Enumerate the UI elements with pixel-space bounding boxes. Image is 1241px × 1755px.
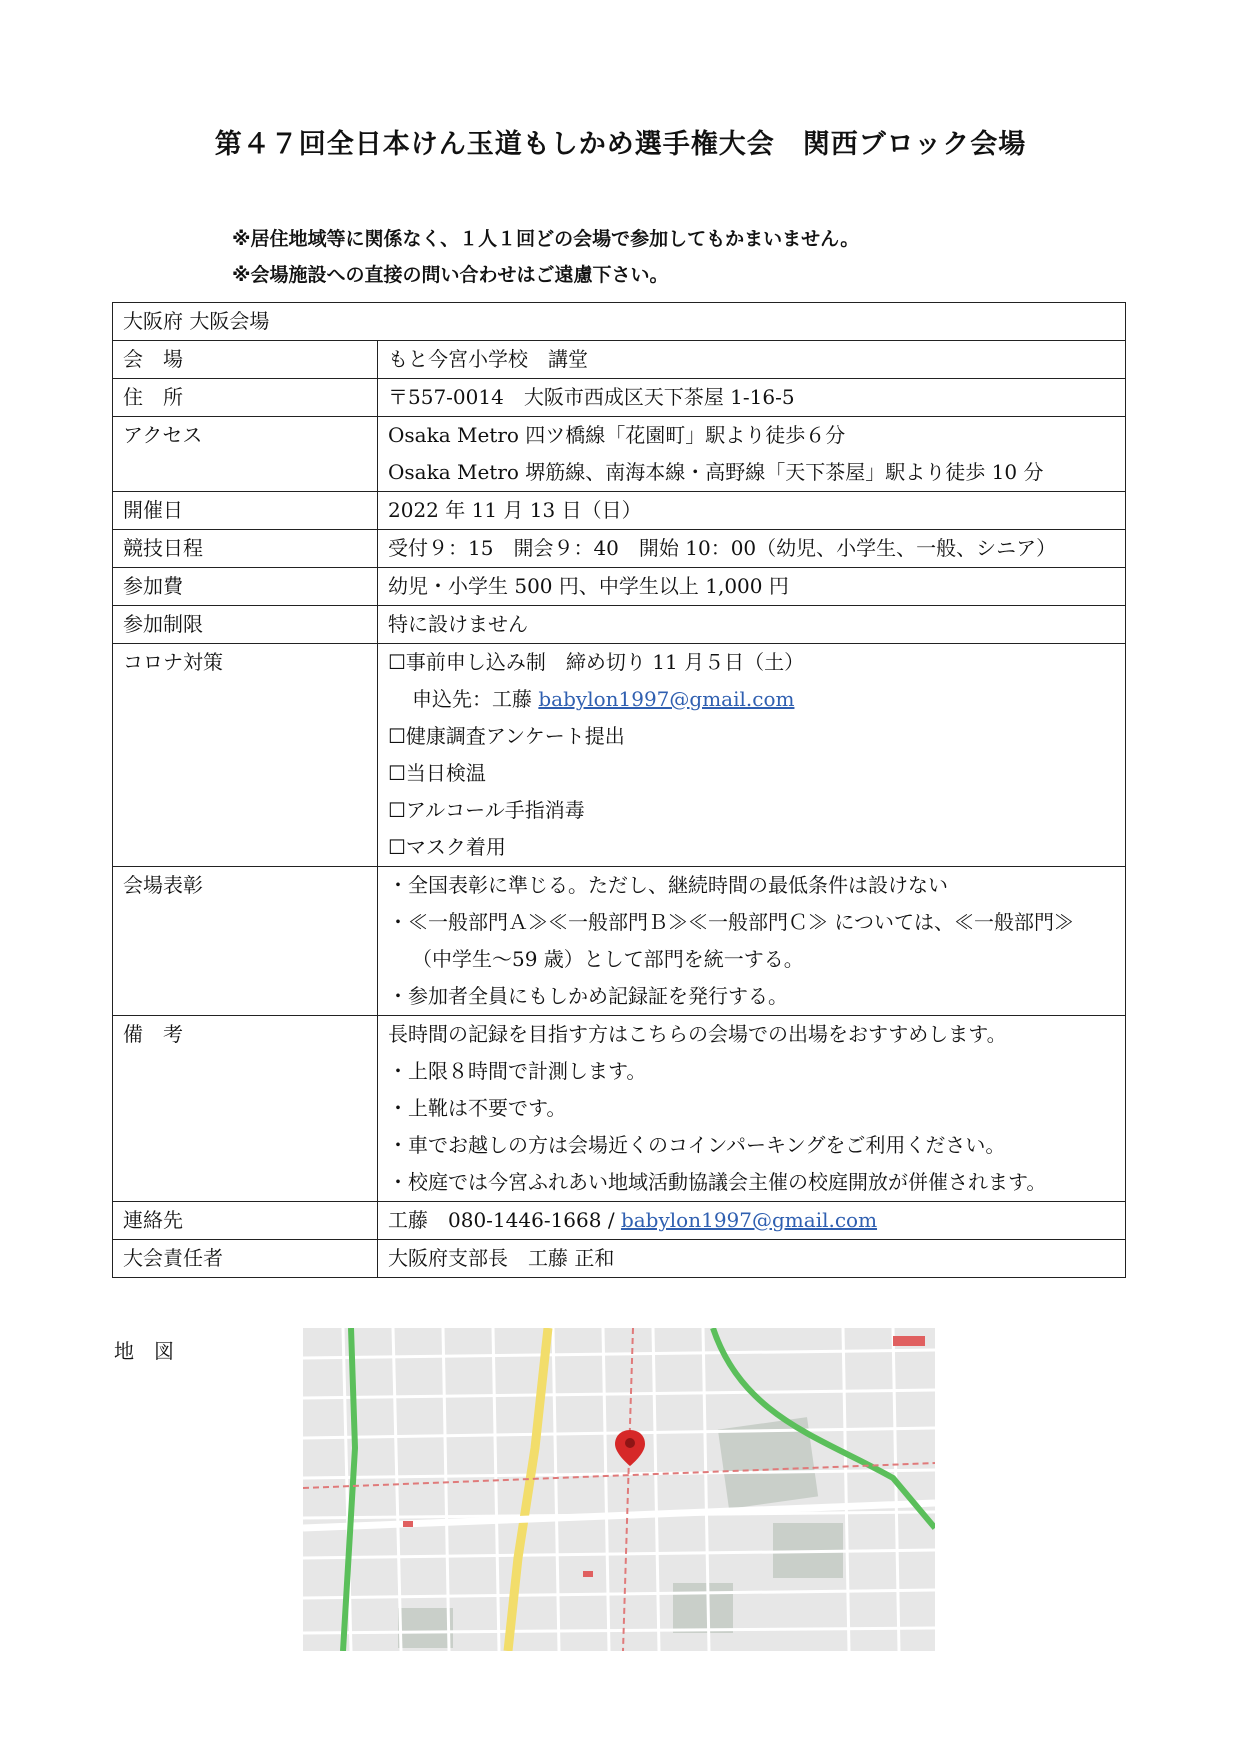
row-value: 受付９：15 開会９：40 開始 10：00（幼児、小学生、一般、シニア） <box>378 530 1126 568</box>
table-row-organizer <box>113 1240 1126 1278</box>
application-email-link[interactable]: babylon1997@gmail.com <box>538 687 795 711</box>
event-info-table <box>112 302 1126 1278</box>
row-label: 参加費 <box>113 568 378 606</box>
table-row-address <box>113 379 1126 417</box>
table-row-access <box>113 417 1126 492</box>
table-row-covid-measures <box>113 644 1126 867</box>
row-value: 〒557-0014 大阪市西成区天下茶屋 1-16-5 <box>378 379 1126 417</box>
table-row-date <box>113 492 1126 530</box>
table-row-schedule <box>113 530 1126 568</box>
document-title: 第４７回全日本けん玉道もしかめ選手権大会 関西ブロック会場 <box>214 129 1027 160</box>
note-line-1: ※居住地域等に関係なく、１人１回どの会場で参加してもかまいません。 <box>232 228 860 250</box>
row-label: コロナ対策 <box>113 644 378 867</box>
map-label: 地 図 <box>114 1339 174 1363</box>
row-value: 2022 年 11 月 13 日（日） <box>378 492 1126 530</box>
table-row-restriction <box>113 606 1126 644</box>
table-row-awards <box>113 867 1126 1016</box>
contact-phone: 工藤 080-1446-1668 / <box>388 1208 615 1232</box>
row-label: 会 場 <box>113 341 378 379</box>
row-value: もと今宮小学校 講堂 <box>378 341 1126 379</box>
table-header-row <box>113 303 1126 341</box>
note-line-2: ※会場施設への直接の問い合わせはご遠慮下さい。 <box>232 264 669 286</box>
row-label: 競技日程 <box>113 530 378 568</box>
row-label: 大会責任者 <box>113 1240 378 1278</box>
row-label: 参加制限 <box>113 606 378 644</box>
row-value <box>378 1202 1126 1240</box>
row-label: アクセス <box>113 417 378 492</box>
table-row-remarks <box>113 1016 1126 1202</box>
table-row-contact <box>113 1202 1126 1240</box>
row-value: ☐事前申し込み制 締め切り 11 月５日（土） 申込先：工藤 babylon1997@gmail.com ☐健康調査アンケート提出 ☐当日検温 ☐アルコール手指消毒 ☐マスク着用 <box>378 644 1126 867</box>
row-label: 会場表彰 <box>113 867 378 1016</box>
row-label: 備 考 <box>113 1016 378 1202</box>
row-value: 長時間の記録を目指す方はこちらの会場での出場をおすすめします。 ・上限８時間で計測します。 ・上靴は不要です。 ・車でお越しの方は会場近くのコインパーキングをご利用ください。 ・校庭では今宮ふれあい地域活動協議会主催の校庭開放が併催されます。 <box>378 1016 1126 1202</box>
row-label: 住 所 <box>113 379 378 417</box>
row-value: 幼児・小学生 500 円、中学生以上 1,000 円 <box>378 568 1126 606</box>
row-value: ・全国表彰に準じる。ただし、継続時間の最低条件は設けない ・≪一般部門Ａ≫≪一般部門Ｂ≫≪一般部門Ｃ≫ については、≪一般部門≫ （中学生～59 歳）として部門を統一する。 ・参加者全員にもしかめ記録証を発行する。 <box>378 867 1126 1016</box>
row-label: 開催日 <box>113 492 378 530</box>
row-label: 連絡先 <box>113 1202 378 1240</box>
map-graphic <box>303 1328 935 1651</box>
table-row-venue <box>113 341 1126 379</box>
venue-region-header: 大阪府 大阪会場 <box>113 303 1126 341</box>
contact-email-link[interactable]: babylon1997@gmail.com <box>620 1208 878 1232</box>
row-value: 大阪府支部長 工藤 正和 <box>378 1240 1126 1278</box>
table-row-fee <box>113 568 1126 606</box>
venue-map[interactable] <box>303 1328 935 1651</box>
row-value: Osaka Metro 四ツ橋線「花園町」駅より徒歩６分 Osaka Metro 堺筋線、南海本線・高野線「天下茶屋」駅より徒歩 10 分 <box>378 417 1126 492</box>
row-value: 特に設けません <box>378 606 1126 644</box>
application-contact: 申込先：工藤 babylon1997@gmail.com <box>412 687 795 711</box>
